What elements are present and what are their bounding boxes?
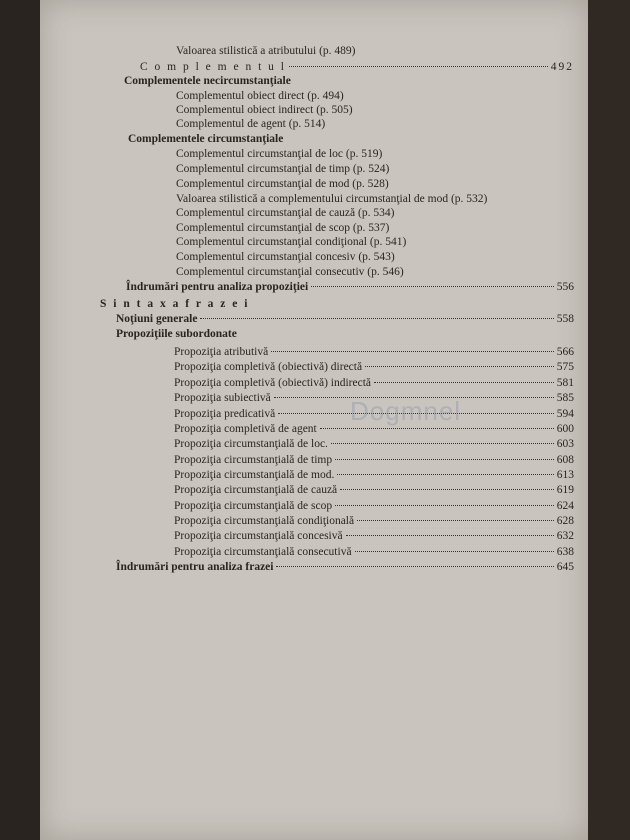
toc-entry-title: Propoziţia completivă (obiectivă) directă bbox=[174, 361, 363, 373]
toc-entry-title: Îndrumări pentru analiza frazei bbox=[116, 561, 274, 573]
toc-entry bbox=[176, 117, 325, 131]
watermark: Dogmnel bbox=[350, 396, 462, 426]
toc-entry-page: 619 bbox=[556, 484, 574, 496]
toc-entry-page: 624 bbox=[556, 500, 574, 512]
toc-entry-title: Complementele circumstanţiale bbox=[128, 133, 284, 145]
dot-leader bbox=[289, 66, 548, 67]
toc-entry bbox=[174, 437, 574, 451]
toc-entry-title: Complementul circumstanţial de cauză (p. 534) bbox=[176, 207, 395, 219]
dot-leader bbox=[355, 551, 554, 552]
toc-entry-page: 566 bbox=[556, 346, 574, 358]
toc-entry-title: Valoarea stilistică a atributului (p. 489) bbox=[176, 45, 356, 57]
toc-entry-page: 638 bbox=[556, 546, 574, 558]
toc-entry-page: 613 bbox=[556, 469, 574, 481]
dot-leader bbox=[320, 428, 554, 429]
dot-leader bbox=[340, 489, 554, 490]
toc-entry-page: 600 bbox=[556, 423, 574, 435]
toc-entry bbox=[176, 147, 382, 161]
toc-entry bbox=[174, 514, 574, 528]
toc-section-heading bbox=[100, 297, 249, 311]
toc-entry-title: Propoziţia circumstanţială de mod. bbox=[174, 469, 335, 481]
dot-leader bbox=[335, 459, 554, 460]
toc-entry bbox=[174, 360, 574, 374]
toc-entry-title: Propoziţia circumstanţială de scop bbox=[174, 500, 333, 512]
dark-background-edge bbox=[588, 0, 630, 840]
toc-entry-title: Complementul circumstanţial de timp (p. 524) bbox=[176, 163, 390, 175]
toc-entry bbox=[174, 499, 574, 513]
toc-entry-title: Complementul circumstanţial de scop (p. 537) bbox=[176, 222, 390, 234]
toc-entry-title: Propoziţia circumstanţială de loc. bbox=[174, 438, 328, 450]
toc-entry-title: Complementul circumstanţial de mod (p. 528) bbox=[176, 178, 389, 190]
toc-entry bbox=[174, 376, 574, 390]
toc-entry-page: 628 bbox=[556, 515, 574, 527]
toc-entry bbox=[116, 560, 574, 574]
dot-leader bbox=[276, 566, 553, 567]
toc-entry bbox=[176, 192, 487, 206]
toc-entry-page: 558 bbox=[556, 313, 574, 325]
toc-entry bbox=[128, 132, 283, 146]
toc-entry-title: Complementul obiect direct (p. 494) bbox=[176, 90, 344, 102]
dot-leader bbox=[357, 520, 554, 521]
toc-entry-title: Noţiuni generale bbox=[116, 313, 198, 325]
toc-entry-title: Complementul de agent (p. 514) bbox=[176, 118, 326, 130]
toc-entry-title: Complementul circumstanţial concesiv (p. 543) bbox=[176, 251, 395, 263]
toc-entry bbox=[174, 345, 574, 359]
toc-entry-title: Complementul circumstanţial de loc (p. 519) bbox=[176, 148, 383, 160]
toc-entry-title: Propoziţia circumstanţială concesivă bbox=[174, 530, 343, 542]
toc-entry-title: Propoziţia completivă (obiectivă) indirectă bbox=[174, 377, 372, 389]
toc-entry-page: 556 bbox=[556, 281, 574, 293]
toc-entry-title: Propoziţia circumstanţială de timp bbox=[174, 454, 333, 466]
dot-leader bbox=[200, 318, 553, 319]
toc-entry-page: 603 bbox=[556, 438, 574, 450]
toc-entry-page: 585 bbox=[556, 392, 574, 404]
toc-entry bbox=[116, 327, 237, 341]
toc-entry-title: Complementul obiect indirect (p. 505) bbox=[176, 104, 353, 116]
toc-entry bbox=[174, 468, 574, 482]
toc-entry-title: Complementele necircumstanţiale bbox=[124, 75, 291, 87]
toc-entry bbox=[176, 250, 395, 264]
toc-entry-page: 632 bbox=[556, 530, 574, 542]
toc-entry bbox=[174, 529, 574, 543]
toc-entry-title: Propoziţia circumstanţială de cauză bbox=[174, 484, 338, 496]
toc-entry-title: Complementul circumstanţial condiţional (p. 541) bbox=[176, 236, 407, 248]
toc-entry-title: Valoarea stilistică a complementului circumstanţial de mod (p. 532) bbox=[176, 193, 488, 205]
toc-entry bbox=[176, 89, 344, 103]
toc-entry-page: 594 bbox=[556, 408, 574, 420]
toc-entry-title: Complementul circumstanţial consecutiv (p. 546) bbox=[176, 266, 404, 278]
toc-entry bbox=[174, 483, 574, 497]
toc-entry bbox=[126, 280, 574, 294]
toc-entry-page: 575 bbox=[556, 361, 574, 373]
toc-entry bbox=[176, 265, 404, 279]
toc-entry-title: Propoziţiile subordonate bbox=[116, 328, 237, 340]
toc-entry-title: C o m p l e m e n t u l bbox=[140, 61, 286, 73]
toc-entry-title: Propoziţia completivă de agent bbox=[174, 423, 317, 435]
toc-entry-page: 645 bbox=[556, 561, 574, 573]
toc-entry bbox=[174, 545, 574, 559]
toc-entry bbox=[116, 312, 574, 326]
dot-leader bbox=[311, 286, 554, 287]
toc-entry-page: 581 bbox=[556, 377, 574, 389]
dot-leader bbox=[374, 382, 554, 383]
toc-entry bbox=[176, 103, 353, 117]
toc-entry bbox=[124, 74, 291, 88]
toc-entry-page: 492 bbox=[550, 61, 574, 73]
toc-entry bbox=[176, 221, 389, 235]
toc-entry-title: Propoziţia atributivă bbox=[174, 346, 269, 358]
toc-entry bbox=[174, 453, 574, 467]
toc-entry-title: Propoziţia subiectivă bbox=[174, 392, 271, 404]
book-page bbox=[40, 0, 588, 840]
dot-leader bbox=[335, 505, 554, 506]
toc-entry bbox=[176, 177, 389, 191]
toc-entry-title: Propoziţia circumstanţială consecutivă bbox=[174, 546, 352, 558]
toc-entry bbox=[176, 235, 406, 249]
toc-entry-title: Propoziţia predicativă bbox=[174, 408, 276, 420]
toc-entry-title: Propoziţia circumstanţială condiţională bbox=[174, 515, 355, 527]
dot-leader bbox=[337, 474, 553, 475]
toc-entry-title: Îndrumări pentru analiza propoziţiei bbox=[126, 281, 309, 293]
dot-leader bbox=[331, 443, 554, 444]
toc-entry-title: S i n t a x a f r a z e i bbox=[100, 298, 250, 310]
toc-entry bbox=[176, 162, 389, 176]
toc-entry-page: 608 bbox=[556, 454, 574, 466]
dot-leader bbox=[346, 535, 554, 536]
toc-entry bbox=[140, 60, 574, 74]
dot-leader bbox=[271, 351, 554, 352]
toc-entry bbox=[176, 206, 394, 220]
dot-leader bbox=[365, 366, 554, 367]
